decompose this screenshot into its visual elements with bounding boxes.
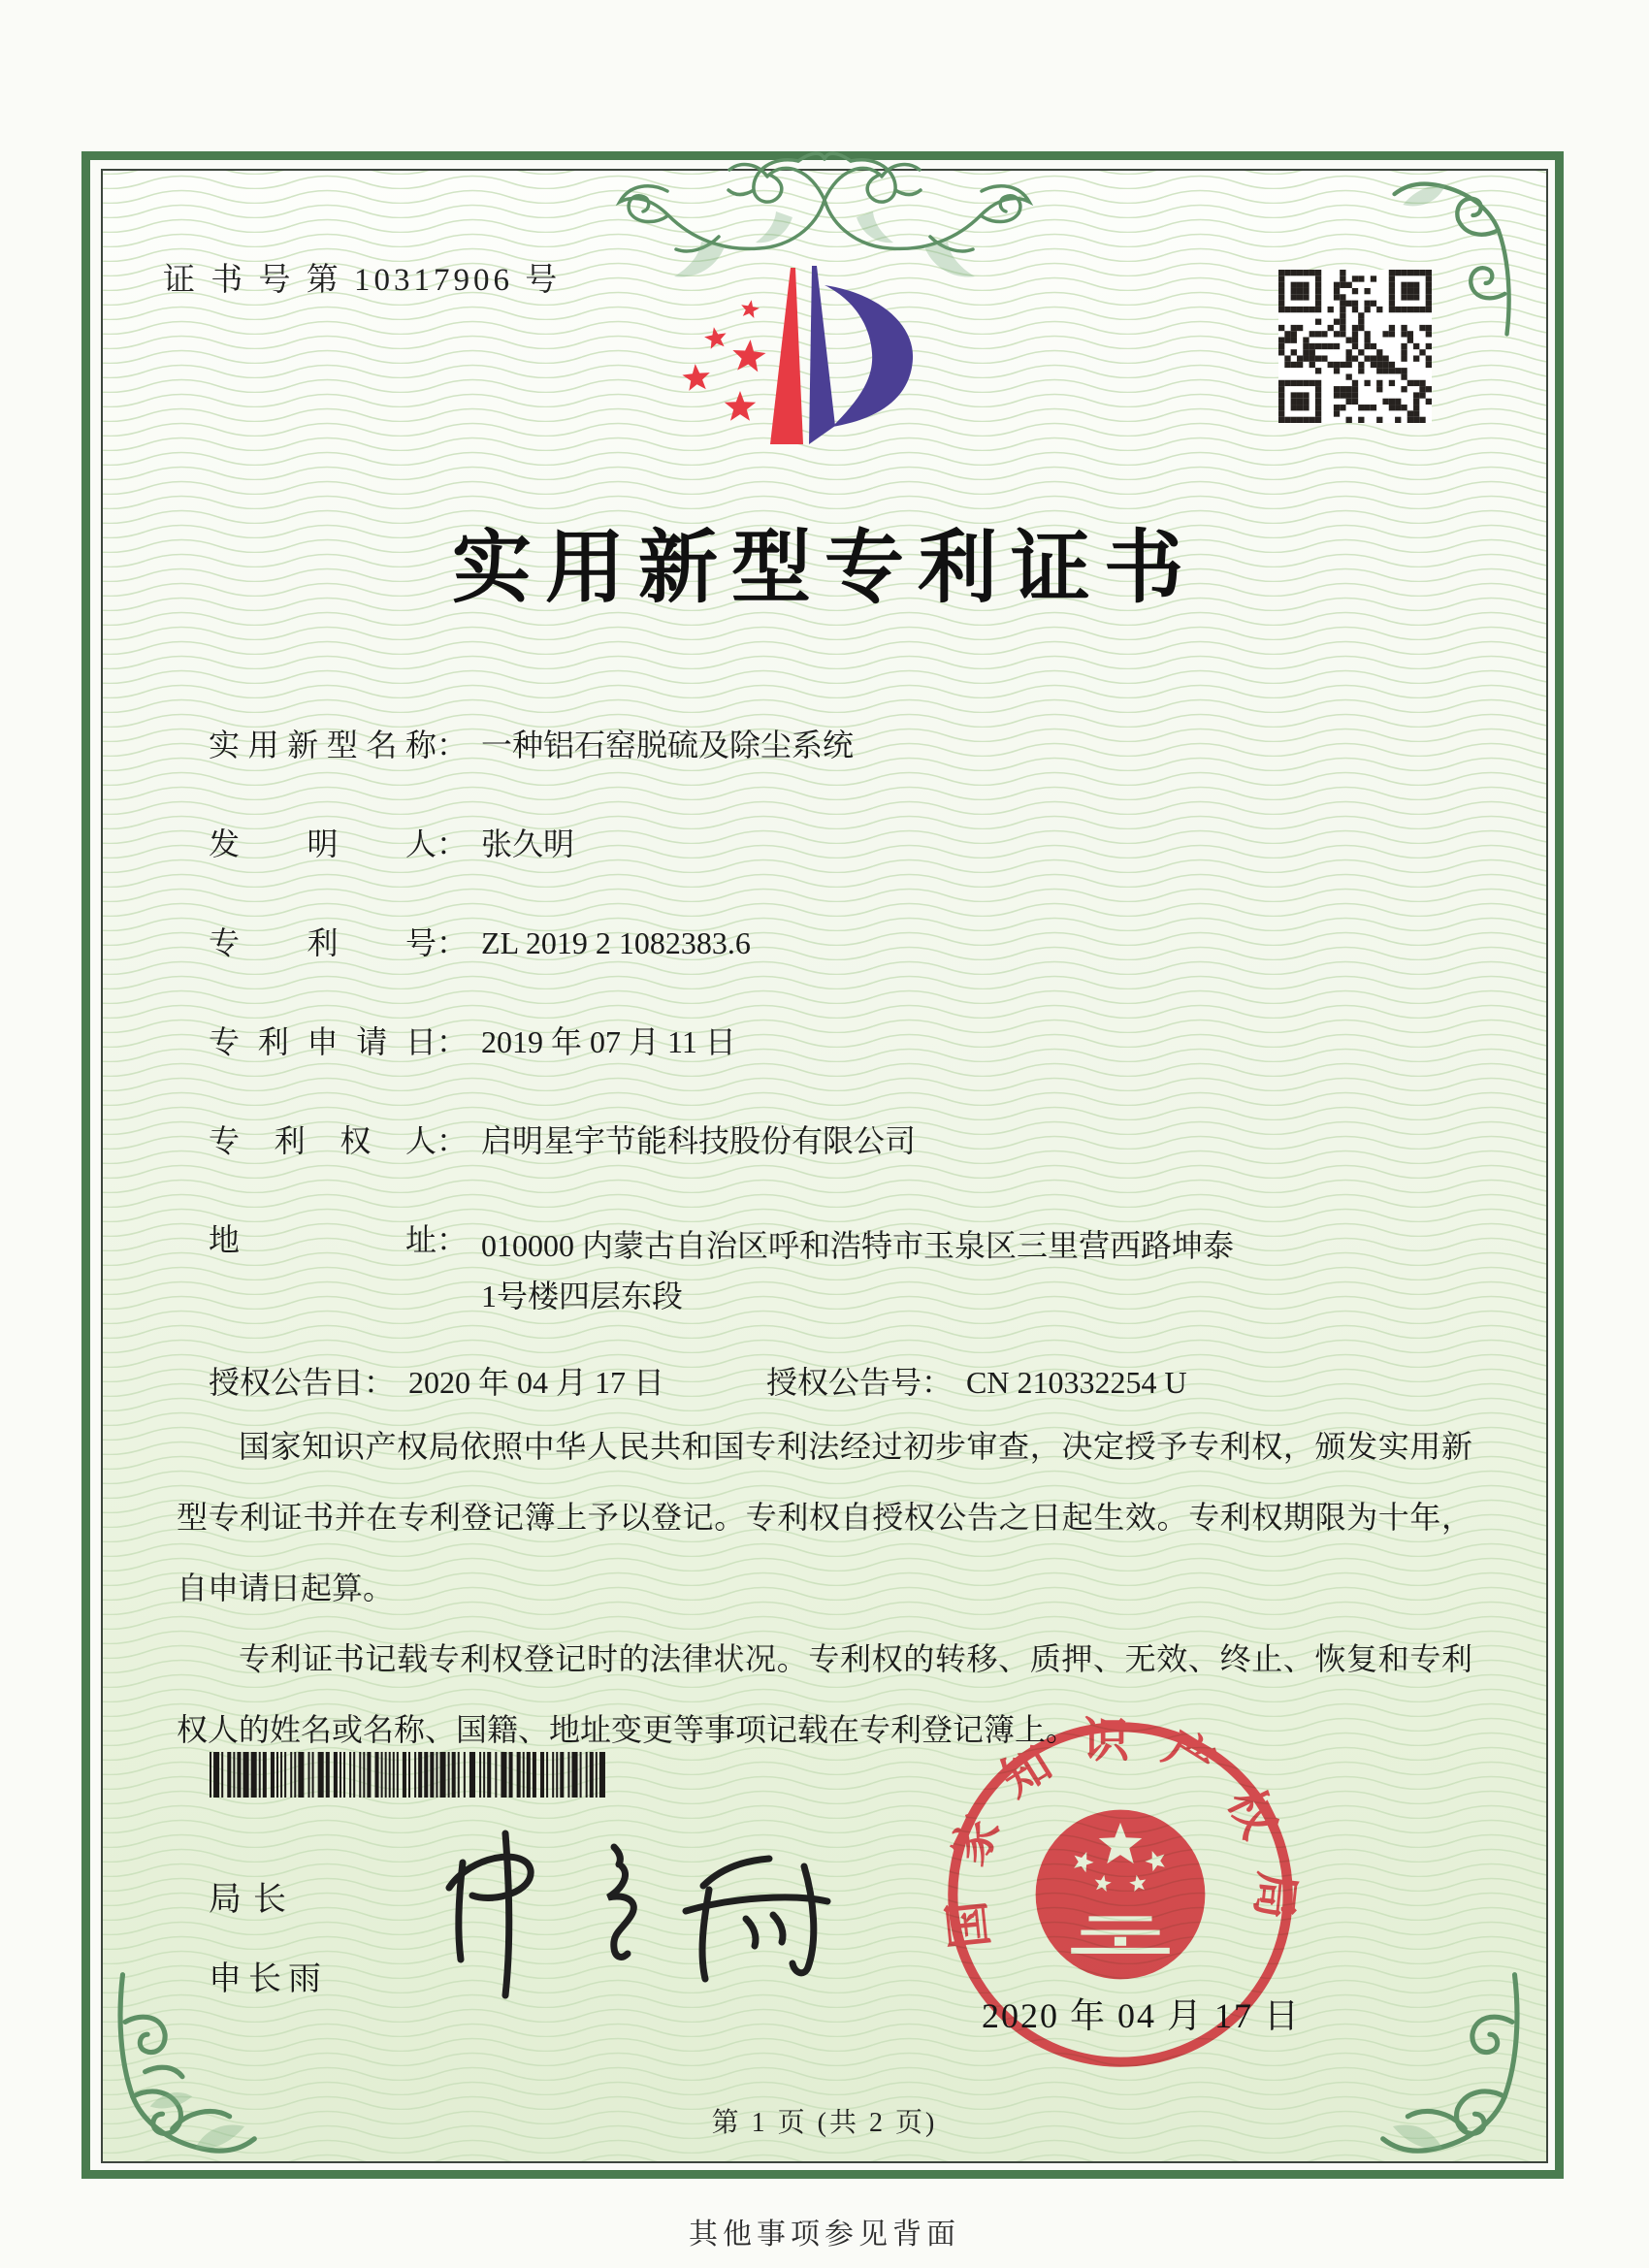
cnipa-logo [679,264,926,453]
seal-text: 国家知识产权局 [937,1714,1304,1952]
field-row-address: 地址 ： 010000 内蒙古自治区呼和浩特市玉泉区三里营西路坤泰1号楼四层东段 [209,1220,1484,1321]
field-value: 一种铝石窑脱硫及除尘系统 [481,728,855,762]
seal-date: 2020 年 04 月 17 日 [982,1996,1302,2035]
field-row-patentee: 专利权人 ： 启明星宇节能科技股份有限公司 [209,1123,917,1158]
field-label: 发明人 [209,826,436,861]
field-row-name: 实用新型名称 ： 一种铝石窑脱硫及除尘系统 [209,728,855,762]
national-emblem [1036,1810,1206,1980]
certificate-number: 证 书 号 第 10317906 号 [163,263,562,298]
legal-paragraph-2: 专利证书记载专利权登记时的法律状况。专利权的转移、质押、无效、终止、恢复和专利权人的姓名或名称、国籍、地址变更等事项记载在专利登记簿上。 [177,1641,1472,1747]
logo-purple-stem [809,266,835,444]
commissioner-signature [412,1806,849,2015]
field-value: 张久明 [481,826,575,861]
field-label: 地址 [209,1222,436,1257]
field-label: 专利号 [209,925,436,960]
grant-date-value: 2020 年 04 月 17 日 [408,1365,665,1400]
qr-code [1278,270,1432,423]
certificate-title: 实用新型专利证书 [451,524,1197,612]
grant-row: 授权公告日： 2020 年 04 月 17 日 授权公告号： CN 210332254 U [209,1358,1484,1403]
page-number: 第 1 页 (共 2 页) [711,2108,938,2138]
logo-purple-bowl [824,285,913,427]
field-label: 实用新型名称 [209,728,436,762]
legal-paragraph-1: 国家知识产权局依照中华人民共和国专利法经过初步审查，决定授予专利权，颁发实用新型专利证书并在专利登记簿上予以登记。专利权自授权公告之日起生效。专利权期限为十年，自申请日起算。 [177,1429,1472,1605]
field-value: 启明星宇节能科技股份有限公司 [481,1123,917,1158]
back-side-note: 其他事项参见背面 [689,2219,960,2251]
field-label: 专利权人 [209,1123,436,1158]
field-row-inventor: 发明人 ： 张久明 [209,826,575,861]
field-value: ZL 2019 2 1082383.6 [481,925,751,960]
grant-date-label: 授权公告日 [209,1365,365,1400]
logo-red-wedge [770,268,803,444]
barcode [210,1752,607,1798]
commissioner-name: 申长雨 [209,1961,328,1997]
field-row-filing-date: 专利申请日 ： 2019 年 07 月 11 日 [209,1024,736,1059]
commissioner-title: 局长 [209,1882,298,1918]
field-value: 2019 年 07 月 11 日 [481,1024,736,1059]
field-row-patent-no: 专利号 ： ZL 2019 2 1082383.6 [209,925,751,960]
grant-number-value: CN 210332254 U [966,1365,1187,1400]
field-list [209,726,1484,1381]
grant-number-group: 授权公告号： CN 210332254 U [766,1365,1187,1400]
grant-number-label: 授权公告号 [766,1365,922,1400]
field-value: 010000 内蒙古自治区呼和浩特市玉泉区三里营西路坤泰1号楼四层东段 [481,1228,1235,1313]
field-label: 专利申请日 [209,1024,436,1059]
